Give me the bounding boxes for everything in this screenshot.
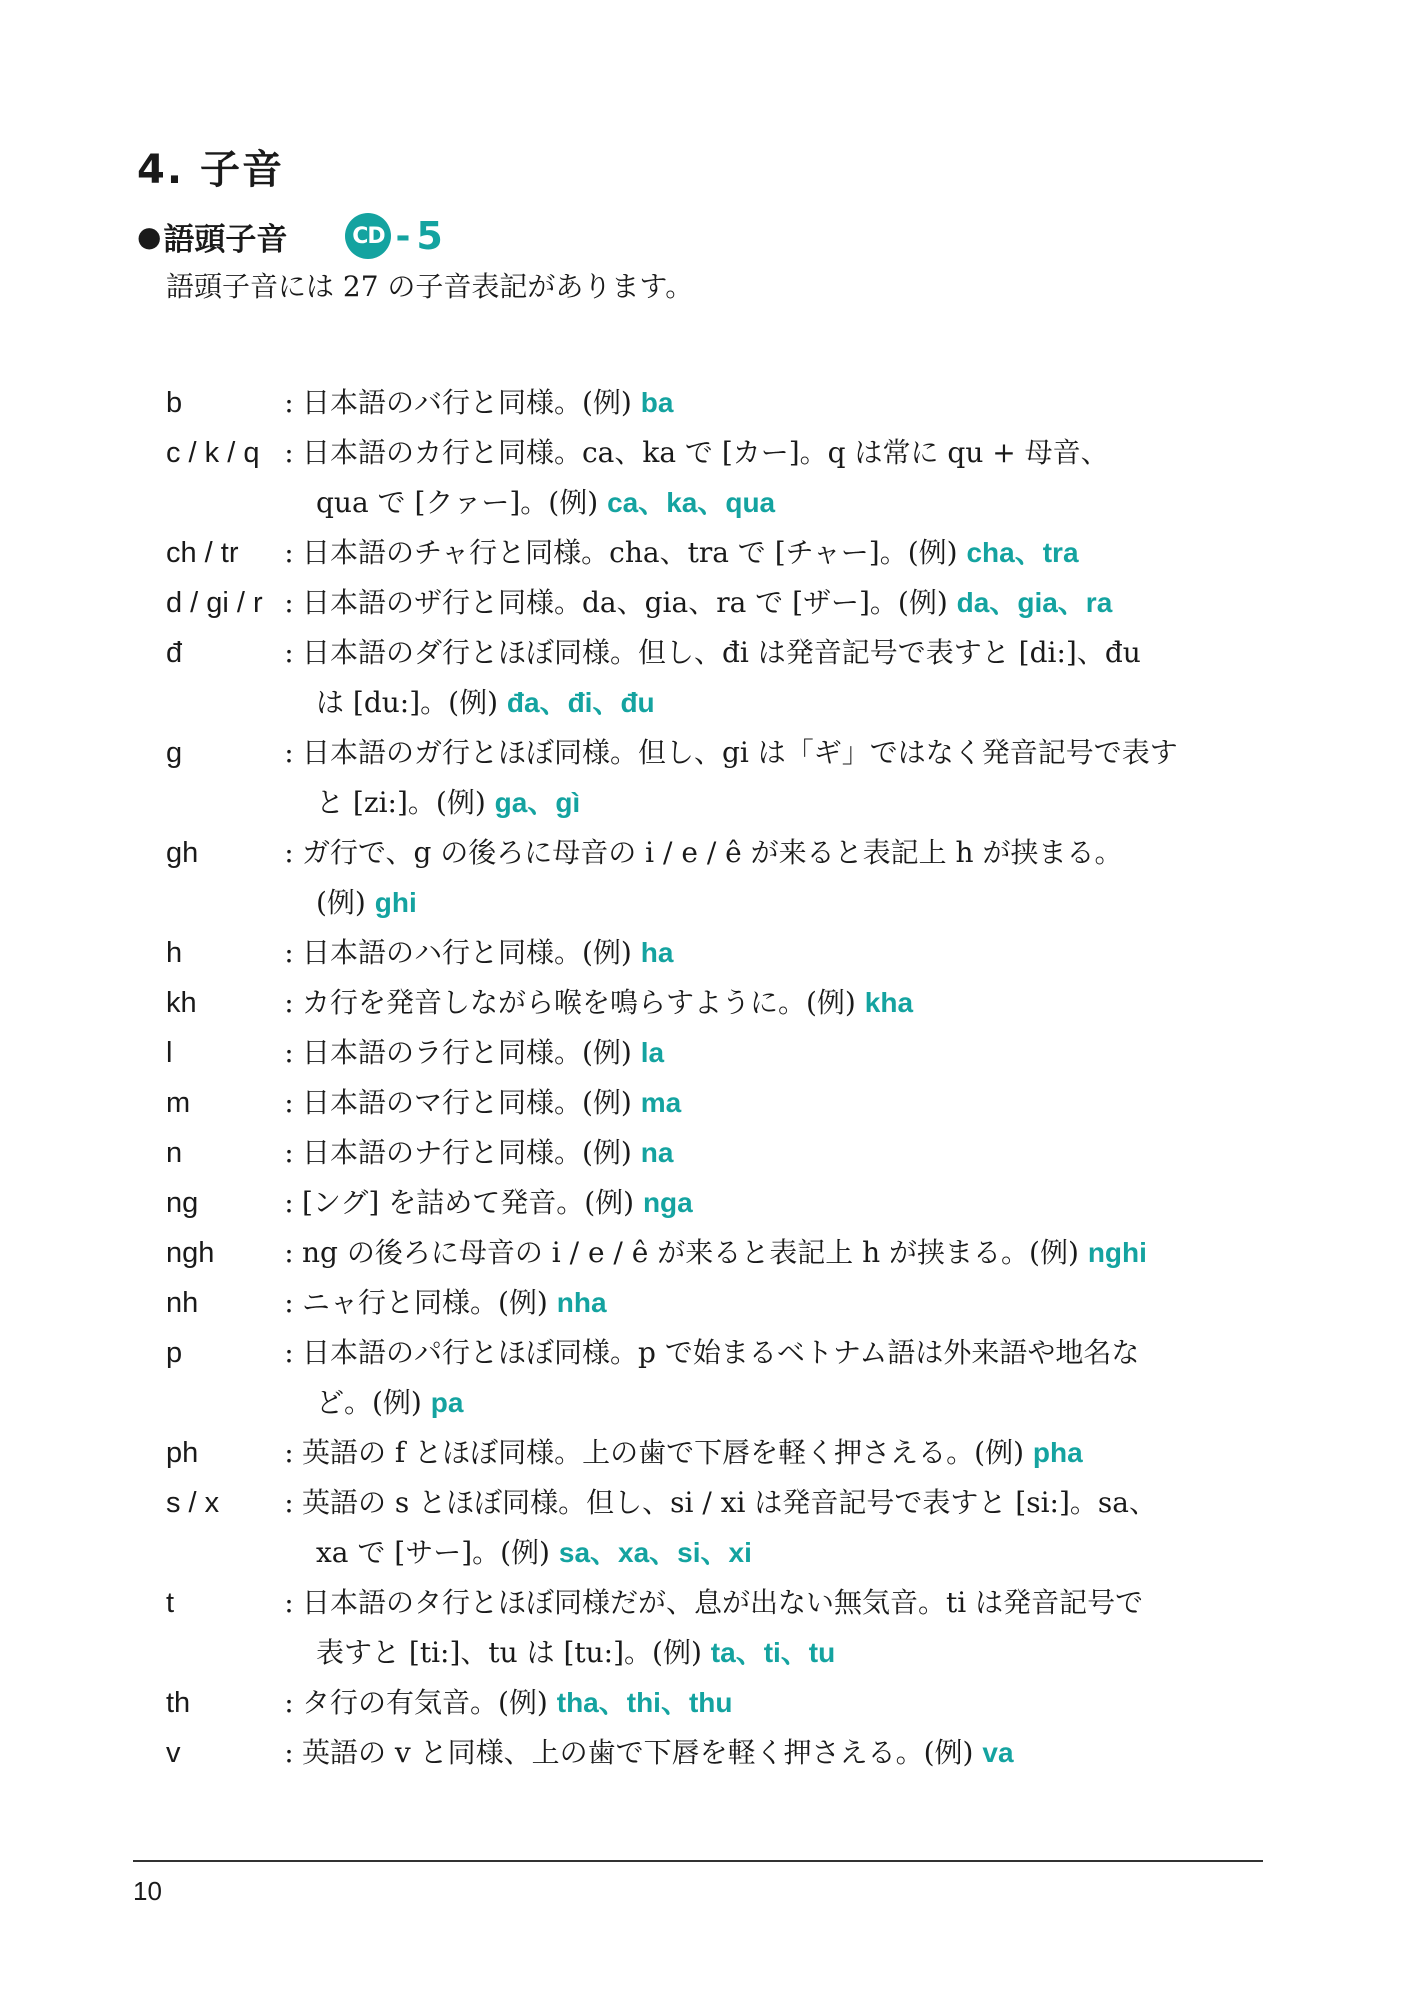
- consonant-description: [302, 1228, 1276, 1278]
- description-line: [302, 1478, 1276, 1528]
- description-text: タ行の有気音。(例): [302, 1686, 557, 1719]
- consonant-entry: [166, 528, 1276, 578]
- description-text: (例): [316, 886, 375, 919]
- entry-separator: :: [284, 1186, 294, 1219]
- consonant-letter: th: [166, 1687, 191, 1719]
- description-text: 英語の f とほぼ同様。上の歯で下唇を軽く押さえる。(例): [302, 1436, 1033, 1469]
- consonant-entry: [166, 378, 1276, 428]
- consonant-description: [302, 728, 1276, 828]
- consonant-letter: c / k / q: [166, 437, 260, 469]
- subsection-title: 語頭子音: [163, 221, 288, 258]
- consonant-description: [302, 1078, 1276, 1128]
- description-text: と [zi:]。(例): [316, 786, 495, 819]
- consonant-description: [302, 1678, 1276, 1728]
- description-text: ど。(例): [316, 1386, 431, 1419]
- consonant-letter: đ: [166, 637, 183, 669]
- description-text: 日本語のダ行とほぼ同様。但し、đi は発音記号で表すと [di:]、đu: [302, 636, 1141, 669]
- example-word: nghi: [1087, 1237, 1147, 1268]
- example-word: ga、gì: [494, 787, 581, 818]
- consonant-entry: [166, 1478, 1276, 1578]
- consonant-letter: ph: [166, 1437, 199, 1469]
- page-number: 10: [133, 1876, 162, 1906]
- consonant-entry: [166, 1128, 1276, 1178]
- description-line: [302, 1278, 1276, 1328]
- consonant-letter: h: [166, 937, 183, 969]
- description-line: [302, 1178, 1276, 1228]
- consonant-description: [302, 1728, 1276, 1778]
- consonant-entry: [166, 428, 1276, 528]
- entry-separator: :: [284, 836, 294, 869]
- consonant-description: [302, 1128, 1276, 1178]
- consonant-entry: [166, 978, 1276, 1028]
- consonant-letter: p: [166, 1337, 183, 1369]
- description-line: [302, 778, 1276, 828]
- description-text: qua で [クァー]。(例): [316, 486, 608, 519]
- description-text: 日本語のガ行とほぼ同様。但し、gi は「ギ」ではなく発音記号で表す: [302, 736, 1178, 769]
- consonant-entry: [166, 1428, 1276, 1478]
- description-line: [302, 678, 1276, 728]
- consonant-letter: l: [166, 1037, 173, 1069]
- consonant-letter: kh: [166, 987, 197, 1019]
- entry-separator: :: [284, 1736, 294, 1769]
- example-word: la: [640, 1037, 665, 1068]
- consonant-description: [302, 378, 1276, 428]
- example-word: na: [640, 1137, 674, 1168]
- example-word: pa: [430, 1387, 464, 1418]
- cd-track-separator: -: [395, 215, 411, 257]
- description-line: [302, 928, 1276, 978]
- consonant-letter: m: [166, 1087, 191, 1119]
- consonant-letter: n: [166, 1137, 183, 1169]
- example-word: tha、thi、thu: [556, 1687, 733, 1718]
- consonant-description: [302, 578, 1276, 628]
- cd-track-number: 5: [416, 214, 443, 258]
- description-text: 日本語のナ行と同様。(例): [302, 1136, 641, 1169]
- cd-track-label: [345, 213, 442, 259]
- example-word: kha: [864, 987, 914, 1018]
- consonant-letter: t: [166, 1587, 175, 1619]
- entry-separator: :: [284, 636, 294, 669]
- consonant-entry: [166, 1328, 1276, 1428]
- example-word: da、gia、ra: [956, 587, 1113, 618]
- entry-separator: :: [284, 1236, 294, 1269]
- consonant-description: [302, 1028, 1276, 1078]
- description-text: 日本語のカ行と同様。ca、ka で [カー]。q は常に qu + 母音、: [302, 436, 1109, 469]
- description-line: [302, 1678, 1276, 1728]
- description-text: 日本語のバ行と同様。(例): [302, 386, 641, 419]
- consonant-description: [302, 1278, 1276, 1328]
- example-word: pha: [1032, 1437, 1083, 1468]
- consonant-letter: ngh: [166, 1237, 215, 1269]
- description-line: [302, 978, 1276, 1028]
- description-line: [302, 1228, 1276, 1278]
- consonant-letter: s / x: [166, 1487, 220, 1519]
- entry-separator: :: [284, 736, 294, 769]
- description-text: は [du:]。(例): [316, 686, 507, 719]
- description-line: [302, 1728, 1276, 1778]
- entry-separator: :: [284, 1286, 294, 1319]
- description-line: [302, 1028, 1276, 1078]
- entry-separator: :: [284, 1486, 294, 1519]
- description-line: [302, 428, 1276, 478]
- consonant-description: [302, 1478, 1276, 1578]
- description-line: [302, 478, 1276, 528]
- entry-separator: :: [284, 1686, 294, 1719]
- description-text: 日本語のザ行と同様。da、gia、ra で [ザー]。(例): [302, 586, 957, 619]
- example-word: đa、đi、đu: [506, 687, 655, 718]
- entry-separator: :: [284, 986, 294, 1019]
- description-line: [302, 828, 1276, 878]
- entry-separator: :: [284, 1136, 294, 1169]
- example-word: sa、xa、si、xi: [558, 1537, 752, 1568]
- example-word: ta、ti、tu: [710, 1637, 836, 1668]
- description-text: [ング] を詰めて発音。(例): [302, 1186, 643, 1219]
- description-line: [302, 628, 1276, 678]
- consonant-letter: gh: [166, 837, 199, 869]
- description-text: ガ行で、g の後ろに母音の i / e / ê が来ると表記上 h が挟まる。: [302, 836, 1123, 869]
- consonant-letter: nh: [166, 1287, 199, 1319]
- description-text: 英語の v と同様、上の歯で下唇を軽く押さえる。(例): [302, 1736, 983, 1769]
- consonant-description: [302, 428, 1276, 528]
- section-title: 4. 子音: [137, 147, 284, 193]
- description-text: 日本語のマ行と同様。(例): [302, 1086, 641, 1119]
- consonant-description: [302, 1328, 1276, 1428]
- consonant-letter: v: [166, 1737, 181, 1769]
- example-word: cha、tra: [966, 537, 1079, 568]
- consonant-entry: [166, 1078, 1276, 1128]
- description-line: [302, 1078, 1276, 1128]
- consonant-entry: [166, 1228, 1276, 1278]
- description-line: [302, 1528, 1276, 1578]
- description-line: [302, 378, 1276, 428]
- consonant-description: [302, 528, 1276, 578]
- consonant-description: [302, 1578, 1276, 1678]
- consonant-letter: ch / tr: [166, 537, 239, 569]
- consonant-list: [166, 378, 1276, 1778]
- consonant-letter: ng: [166, 1187, 199, 1219]
- consonant-entry: [166, 578, 1276, 628]
- entry-separator: :: [284, 386, 294, 419]
- example-word: nga: [642, 1187, 693, 1218]
- entry-separator: :: [284, 936, 294, 969]
- description-text: 日本語のパ行とほぼ同様。p で始まるベトナム語は外来語や地名な: [302, 1336, 1140, 1369]
- consonant-entry: [166, 1678, 1276, 1728]
- description-text: ng の後ろに母音の i / e / ê が来ると表記上 h が挟まる。(例): [302, 1236, 1088, 1269]
- consonant-description: [302, 1428, 1276, 1478]
- description-line: [302, 1428, 1276, 1478]
- consonant-description: [302, 928, 1276, 978]
- consonant-letter: b: [166, 387, 183, 419]
- consonant-entry: [166, 1178, 1276, 1228]
- description-line: [302, 1378, 1276, 1428]
- description-text: 日本語のハ行と同様。(例): [302, 936, 641, 969]
- description-text: 英語の s とほぼ同様。但し、si / xi は発音記号で表すと [si:]。sa、: [302, 1486, 1157, 1519]
- description-line: [302, 1628, 1276, 1678]
- consonant-entry: [166, 728, 1276, 828]
- description-text: ニャ行と同様。(例): [302, 1286, 557, 1319]
- consonant-description: [302, 1178, 1276, 1228]
- cd-icon: CD: [345, 213, 391, 259]
- description-line: [302, 1578, 1276, 1628]
- consonant-entry: [166, 1728, 1276, 1778]
- example-word: ghi: [374, 887, 417, 918]
- consonant-entry: [166, 1028, 1276, 1078]
- consonant-description: [302, 828, 1276, 928]
- description-line: [302, 878, 1276, 928]
- description-line: [302, 578, 1276, 628]
- consonant-description: [302, 628, 1276, 728]
- entry-separator: :: [284, 1036, 294, 1069]
- consonant-entry: [166, 828, 1276, 928]
- consonant-entry: [166, 1278, 1276, 1328]
- entry-separator: :: [284, 1086, 294, 1119]
- consonant-letter: d / gi / r: [166, 587, 263, 619]
- consonant-entry: [166, 928, 1276, 978]
- bullet-icon: ●: [137, 219, 162, 253]
- example-word: va: [982, 1737, 1014, 1768]
- consonant-entry: [166, 1578, 1276, 1678]
- description-text: 表すと [ti:]、tu は [tu:]。(例): [316, 1636, 711, 1669]
- description-line: [302, 1328, 1276, 1378]
- entry-separator: :: [284, 1336, 294, 1369]
- entry-separator: :: [284, 586, 294, 619]
- description-text: xa で [サー]。(例): [316, 1536, 559, 1569]
- example-word: nha: [556, 1287, 607, 1318]
- description-line: [302, 528, 1276, 578]
- example-word: ha: [640, 937, 674, 968]
- example-word: ca、ka、qua: [607, 487, 776, 518]
- intro-text: 語頭子音には 27 の子音表記があります。: [166, 270, 694, 303]
- example-word: ba: [640, 387, 674, 418]
- description-text: 日本語のチャ行と同様。cha、tra で [チャー]。(例): [302, 536, 967, 569]
- consonant-entry: [166, 628, 1276, 728]
- description-line: [302, 1128, 1276, 1178]
- subsection-header: [137, 210, 443, 262]
- entry-separator: :: [284, 1436, 294, 1469]
- description-text: カ行を発音しながら喉を鳴らすように。(例): [302, 986, 865, 1019]
- consonant-letter: g: [166, 737, 183, 769]
- example-word: ma: [640, 1087, 682, 1118]
- description-text: 日本語のラ行と同様。(例): [302, 1036, 641, 1069]
- consonant-description: [302, 978, 1276, 1028]
- entry-separator: :: [284, 436, 294, 469]
- description-line: [302, 728, 1276, 778]
- entry-separator: :: [284, 536, 294, 569]
- entry-separator: :: [284, 1586, 294, 1619]
- description-text: 日本語のタ行とほぼ同様だが、息が出ない無気音。ti は発音記号で: [302, 1586, 1144, 1619]
- footer-divider: [133, 1860, 1263, 1862]
